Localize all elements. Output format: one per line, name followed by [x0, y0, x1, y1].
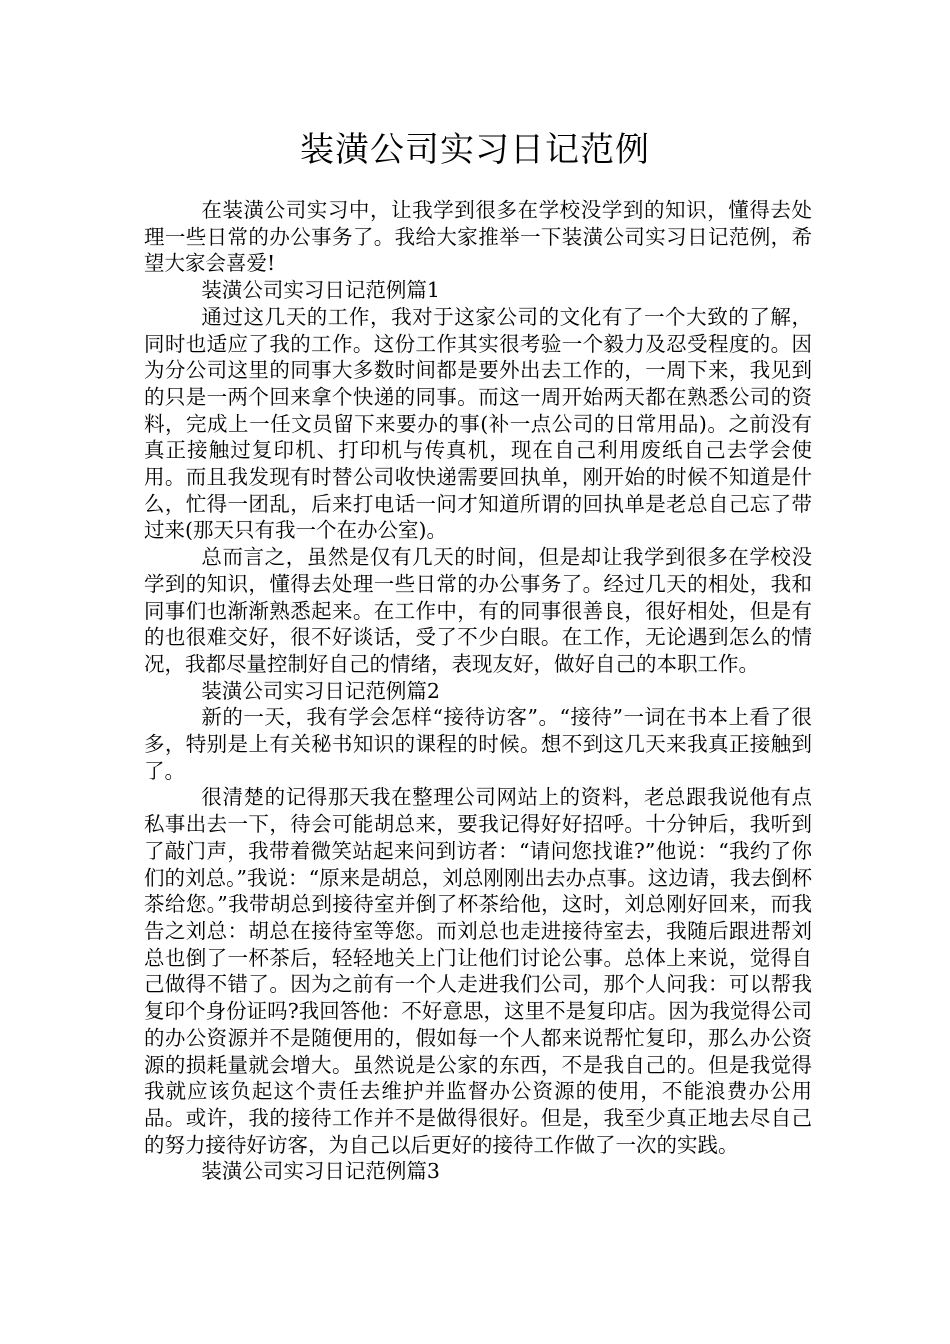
section2-paragraph-1: 新的一天，我有学会怎样“接待访客”。“接待”一词在书本上看了很多，特别是上有关秘书知识的课程的时候。想不到这几天来我真正接触到了。 — [144, 705, 812, 783]
section-heading-3: 装潢公司实习日记范例篇3 — [201, 1159, 440, 1184]
section1-paragraph-2: 总而言之，虽然是仅有几天的时间，但是却让我学到很多在学校没学到的知识，懂得去处理一些日常的办公事务了。经过几天的相处，我和同事们也渐渐熟悉起来。在工作中，有的同事很善良，很好相处，但是有的也很难交好，很不好谈话，受了不少白眼。在工作，无论遇到怎么的情况，我都尽量控制好自己的情绪，表现友好，做好自己的本职工作。 — [144, 545, 812, 676]
section1-paragraph-1: 通过这几天的工作，我对于这家公司的文化有了一个大致的了解，同时也适应了我的工作。这份工作其实很考验一个毅力及忍受程度的。因为分公司这里的同事大多数时间都是要外出去工作的，一周下来，我见到的只是一两个回来拿个快递的同事。而这一周开始两天都在熟悉公司的资料，完成上一任文员留下来要办的事(补一点公司的日常用品)。之前没有真正接触过复印机、打印机与传真机，现在自己利用废纸自己去学会使用。而且我发现有时替公司收快递需要回执单，刚开始的时候不知道是什么，忙得一团乱，后来打电话一问才知道所谓的回执单是老总自己忘了带过来(那天只有我一个在办公室)。 — [144, 304, 812, 543]
section-heading-2: 装潢公司实习日记范例篇2 — [201, 678, 440, 703]
section2-paragraph-2: 很清楚的记得那天我在整理公司网站上的资料，老总跟我说他有点私事出去一下，待会可能胡总来，要我记得好好招呼。十分钟后，我听到了敲门声，我带着微笑站起来问到访者：“请问您找谁?”他说：“我约了你们的刘总。”我说：“原来是胡总，刘总刚刚出去办点事。这边请，我去倒杯茶给您。”我带胡总到接待室并倒了杯茶给他，这时，刘总刚好回来，而我告之刘总：胡总在接待室等您。而刘总也走进接待室去，我随后跟进帮刘总也倒了一杯茶后，轻轻地关上门让他们讨论公事。总体上来说，觉得自己做得不错了。因为之前有一个人走进我们公司，那个人问我：可以帮我复印个身份证吗?我回答他：不好意思，这里不是复印店。因为我觉得公司的办公资源并不是随便用的，假如每一个人都来说帮忙复印，那么办公资源的损耗量就会增大。虽然说是公家的东西，不是我自己的。但是我觉得我就应该负起这个责任去维护并监督办公资源的使用，不能浪费办公用品。或许，我的接待工作并不是做得很好。但是，我至少真正地去尽自己的努力接待好访客，为自己以后更好的接待工作做了一次的实践。 — [144, 785, 812, 1157]
document-title: 装潢公司实习日记范例 — [300, 130, 650, 170]
section-heading-1: 装潢公司实习日记范例篇1 — [201, 278, 440, 303]
document-body — [144, 197, 812, 1185]
intro-paragraph: 在装潢公司实习中，让我学到很多在学校没学到的知识，懂得去处理一些日常的办公事务了。我给大家推举一下装潢公司实习日记范例，希望大家会喜爱! — [144, 198, 812, 276]
